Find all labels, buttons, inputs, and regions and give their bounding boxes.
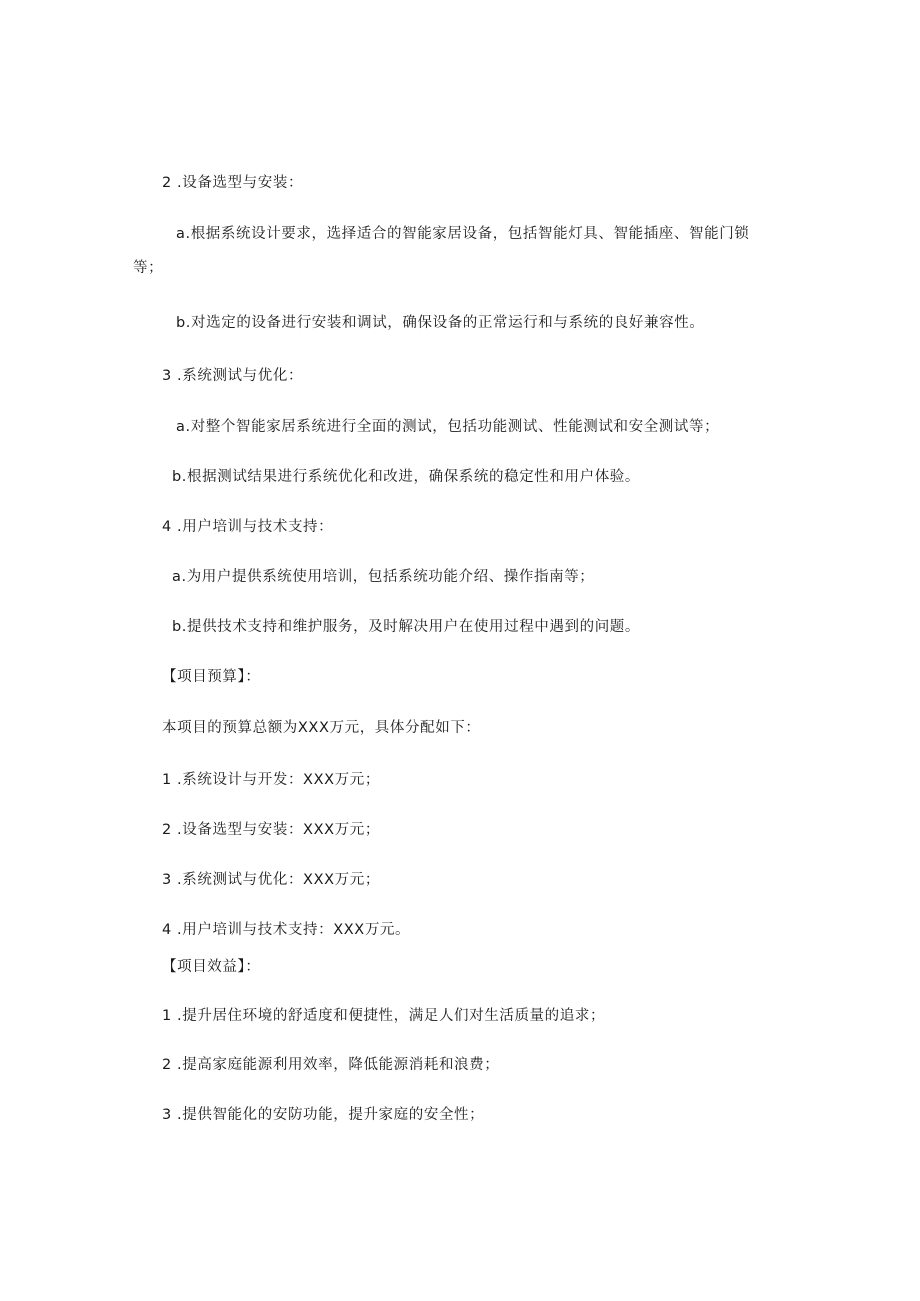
benefit-item: 1 .提升居住环境的舒适度和便捷性，满足人们对生活质量的追求； — [162, 1008, 606, 1024]
budget-heading: 【项目预算】： — [162, 669, 261, 685]
budget-item: 3 .系统测试与优化：XXX万元； — [162, 872, 380, 888]
list-item-continuation: 等； — [133, 260, 164, 276]
section-heading-training: 4 .用户培训与技术支持： — [162, 519, 334, 535]
list-item: b.根据测试结果进行系统优化和改进，确保系统的稳定性和用户体验。 — [172, 469, 641, 485]
list-item: a.对整个智能家居系统进行全面的测试，包括功能测试、性能测试和安全测试等； — [176, 419, 720, 435]
section-heading-equipment: 2 .设备选型与安装： — [162, 175, 304, 191]
budget-item: 2 .设备选型与安装：XXX万元； — [162, 822, 380, 838]
list-item: b.提供技术支持和维护服务，及时解决用户在使用过程中遇到的问题。 — [172, 619, 641, 635]
budget-item: 1 .系统设计与开发：XXX万元； — [162, 772, 380, 788]
budget-item: 4 .用户培训与技术支持：XXX万元。 — [162, 922, 411, 938]
budget-intro: 本项目的预算总额为XXX万元，具体分配如下： — [162, 720, 481, 736]
benefit-item: 3 .提供智能化的安防功能，提升家庭的安全性； — [162, 1107, 485, 1123]
list-item: a.根据系统设计要求，选择适合的智能家居设备，包括智能灯具、智能插座、智能门锁 — [176, 226, 750, 242]
benefit-item: 2 .提高家庭能源利用效率，降低能源消耗和浪费； — [162, 1057, 500, 1073]
list-item: a.为用户提供系统使用培训，包括系统功能介绍、操作指南等； — [172, 569, 595, 585]
list-item: b.对选定的设备进行安装和调试，确保设备的正常运行和与系统的良好兼容性。 — [176, 315, 705, 331]
section-heading-testing: 3 .系统测试与优化： — [162, 368, 304, 384]
benefits-heading: 【项目效益】： — [162, 959, 261, 975]
